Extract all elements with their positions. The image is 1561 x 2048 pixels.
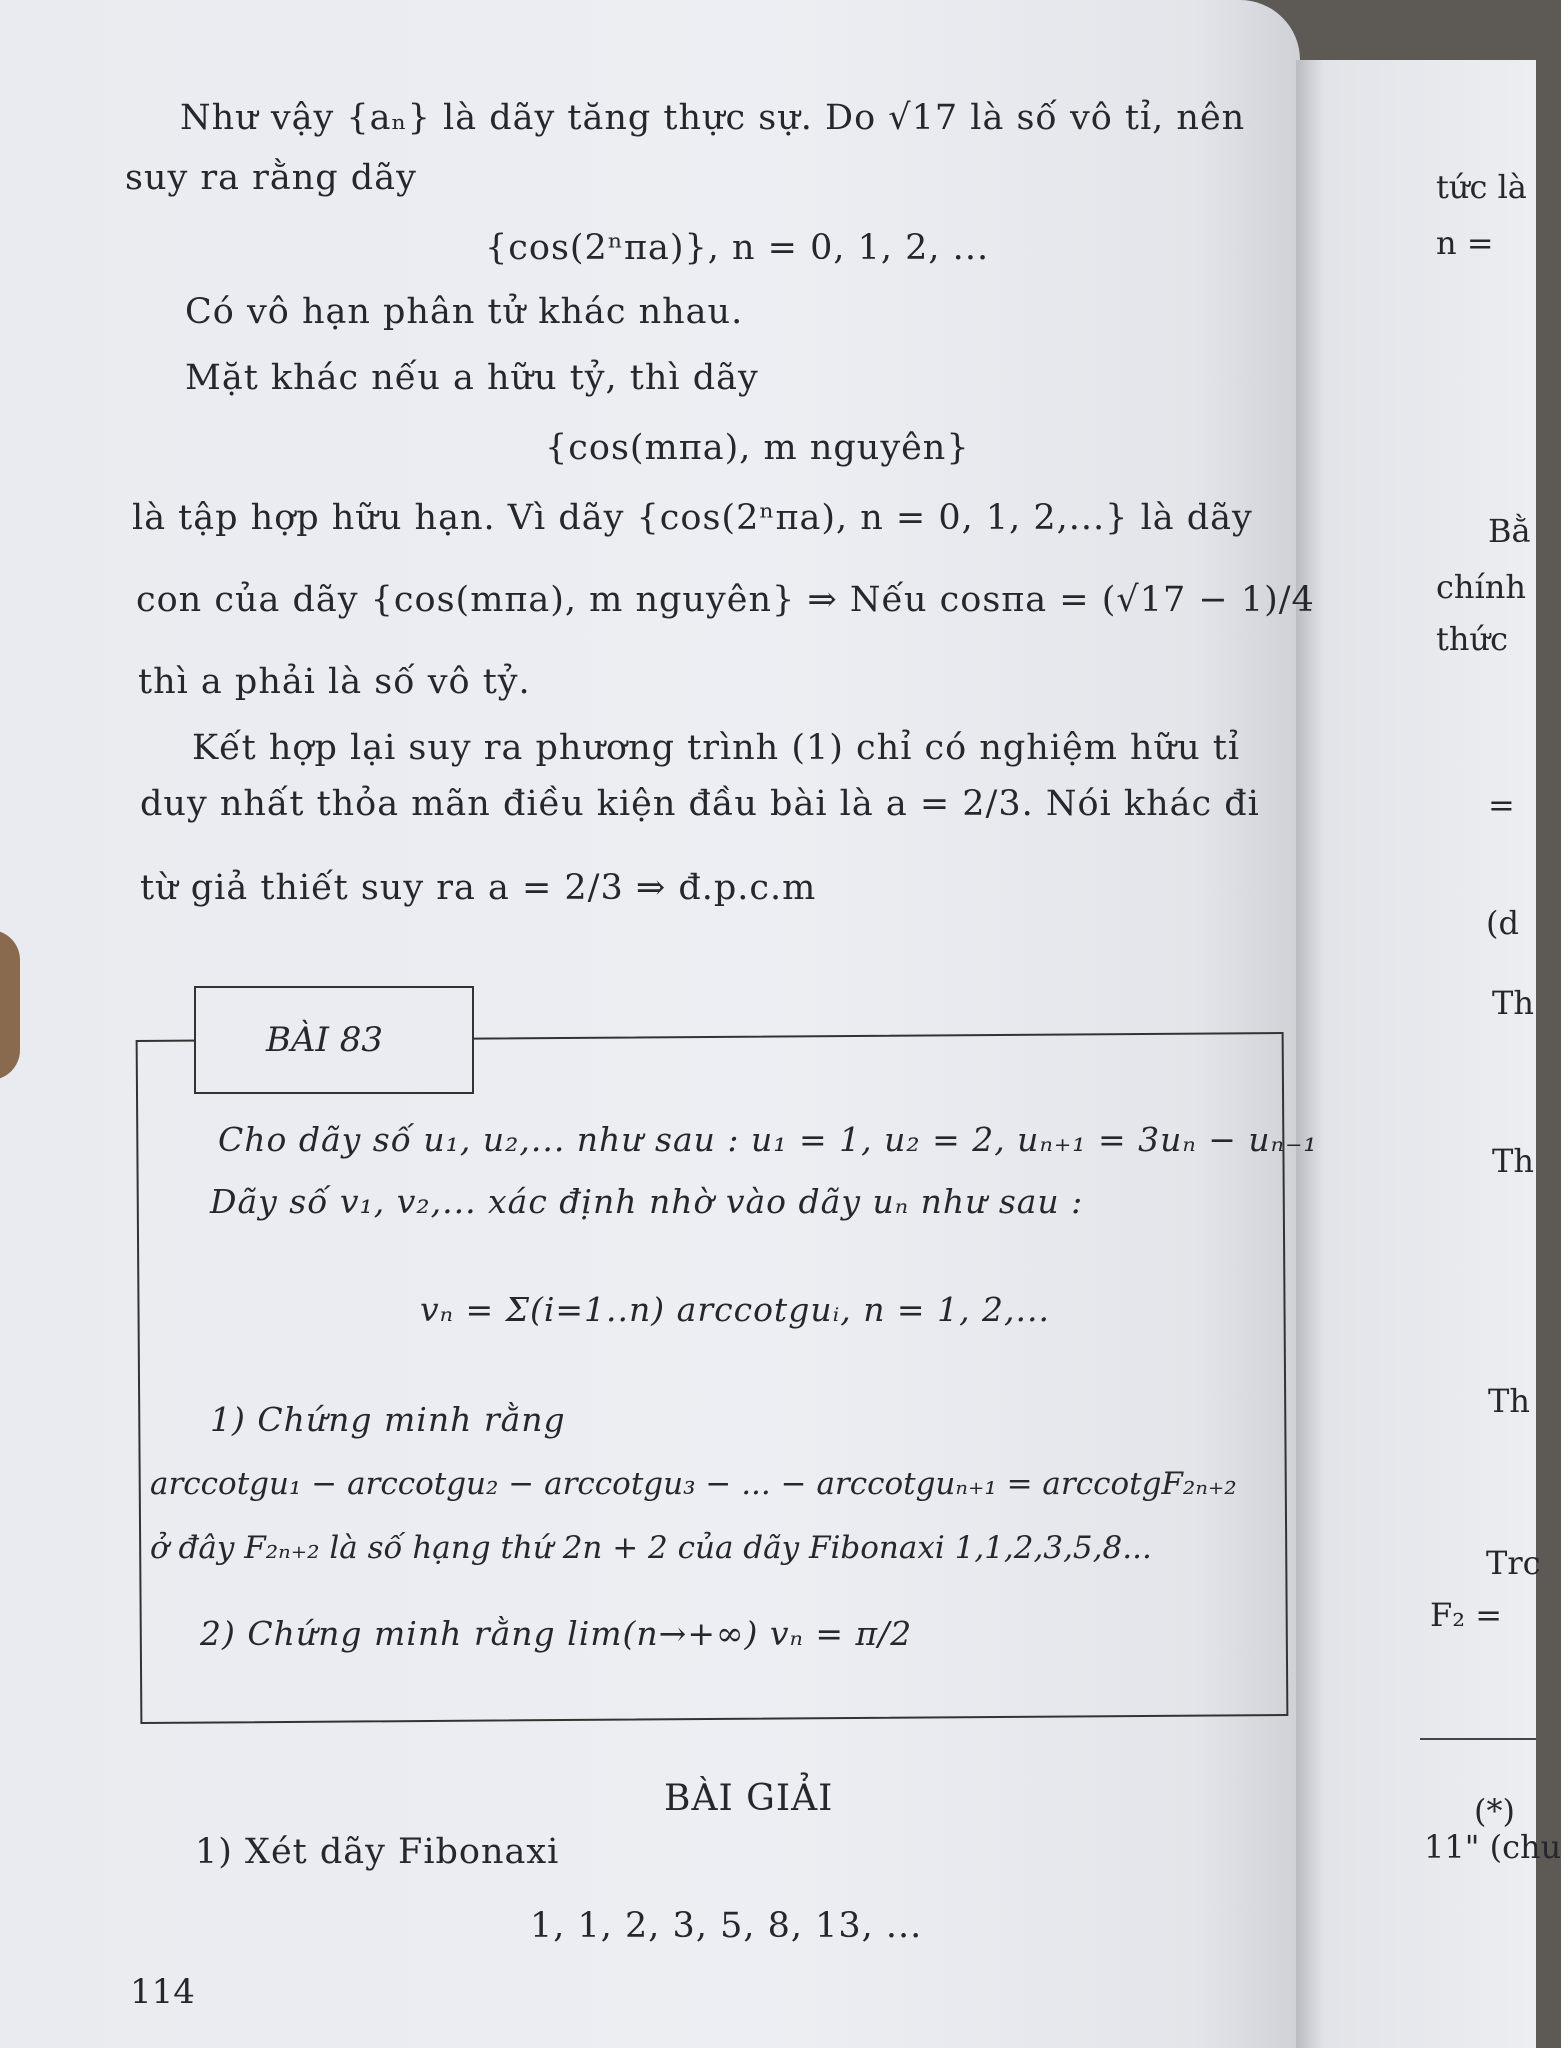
text-line: duy nhất thỏa mãn điều kiện đầu bài là a = 2/3. Nói khác đi bbox=[140, 784, 1260, 824]
problem-title-box bbox=[194, 986, 474, 1094]
right-fragment: (d bbox=[1486, 904, 1519, 942]
right-fragment: thức bbox=[1436, 620, 1508, 658]
text-line: 1) Xét dãy Fibonaxi bbox=[195, 1832, 560, 1872]
text-line: là tập hợp hữu hạn. Vì dãy {cos(2ⁿπa), n = 0, 1, 2,...} là dãy bbox=[132, 498, 1253, 538]
formula-line: {cos(2ⁿπa)}, n = 0, 1, 2, ... bbox=[485, 228, 990, 268]
solution-heading: BÀI GIẢI bbox=[664, 1778, 834, 1819]
problem-line: Dãy số v₁, v₂,... xác định nhờ vào dãy uₙ như sau : bbox=[210, 1182, 1084, 1221]
right-fragment: Th bbox=[1492, 984, 1534, 1022]
right-fragment: Trc bbox=[1486, 1544, 1541, 1582]
text-line: Có vô hạn phân tử khác nhau. bbox=[185, 292, 744, 332]
text-line: Kết hợp lại suy ra phương trình (1) chỉ có nghiệm hữu tỉ bbox=[192, 728, 1241, 768]
right-fragment: F₂ = bbox=[1430, 1596, 1503, 1634]
right-fragment: Th bbox=[1488, 1382, 1530, 1420]
text-line: Như vậy {aₙ} là dãy tăng thực sự. Do √17 là số vô tỉ, nên bbox=[180, 98, 1246, 138]
problem-line: arccotgu₁ − arccotgu₂ − arccotgu₃ − ... − arccotguₙ₊₁ = arccotgF₂ₙ₊₂ bbox=[150, 1466, 1237, 1502]
right-fragment: = bbox=[1488, 786, 1515, 824]
right-fragment: (*) bbox=[1474, 1792, 1515, 1830]
right-fragment: Th bbox=[1492, 1142, 1534, 1180]
text-line: thì a phải là số vô tỷ. bbox=[138, 662, 531, 702]
problem-line: 1) Chứng minh rằng bbox=[210, 1400, 566, 1439]
right-fragment: tức là bbox=[1436, 168, 1527, 206]
problem-title: BÀI 83 bbox=[266, 1020, 384, 1060]
problem-line: 2) Chứng minh rằng lim(n→+∞) vₙ = π/2 bbox=[200, 1614, 913, 1653]
problem-formula: vₙ = Σ(i=1..n) arccotguᵢ, n = 1, 2,... bbox=[420, 1290, 1051, 1329]
formula-line: 1, 1, 2, 3, 5, 8, 13, ... bbox=[530, 1906, 923, 1946]
right-fragment: chính bbox=[1436, 568, 1526, 606]
text-line: Mặt khác nếu a hữu tỷ, thì dãy bbox=[185, 358, 759, 398]
thumb bbox=[0, 930, 20, 1080]
text-line: từ giả thiết suy ra a = 2/3 ⇒ đ.p.c.m bbox=[140, 868, 817, 908]
problem-line: ở đây F₂ₙ₊₂ là số hạng thứ 2n + 2 của dãy Fibonaxi 1,1,2,3,5,8... bbox=[150, 1530, 1152, 1566]
right-fragment: n = bbox=[1436, 224, 1494, 262]
right-fragment: Bằ bbox=[1488, 512, 1531, 550]
page-number: 114 bbox=[130, 1972, 195, 2012]
formula-line: {cos(mπa), m nguyên} bbox=[545, 428, 970, 468]
text-line: con của dãy {cos(mπa), m nguyên} ⇒ Nếu cosπa = (√17 − 1)/4 bbox=[136, 580, 1315, 620]
problem-line: Cho dãy số u₁, u₂,... như sau : u₁ = 1, u₂ = 2, uₙ₊₁ = 3uₙ − uₙ₋₁ bbox=[218, 1120, 1318, 1159]
footnote-rule bbox=[1420, 1738, 1536, 1740]
right-fragment: 11" (chu bbox=[1424, 1828, 1561, 1866]
right-page bbox=[1296, 60, 1536, 2048]
text-line: suy ra rằng dãy bbox=[125, 158, 417, 198]
